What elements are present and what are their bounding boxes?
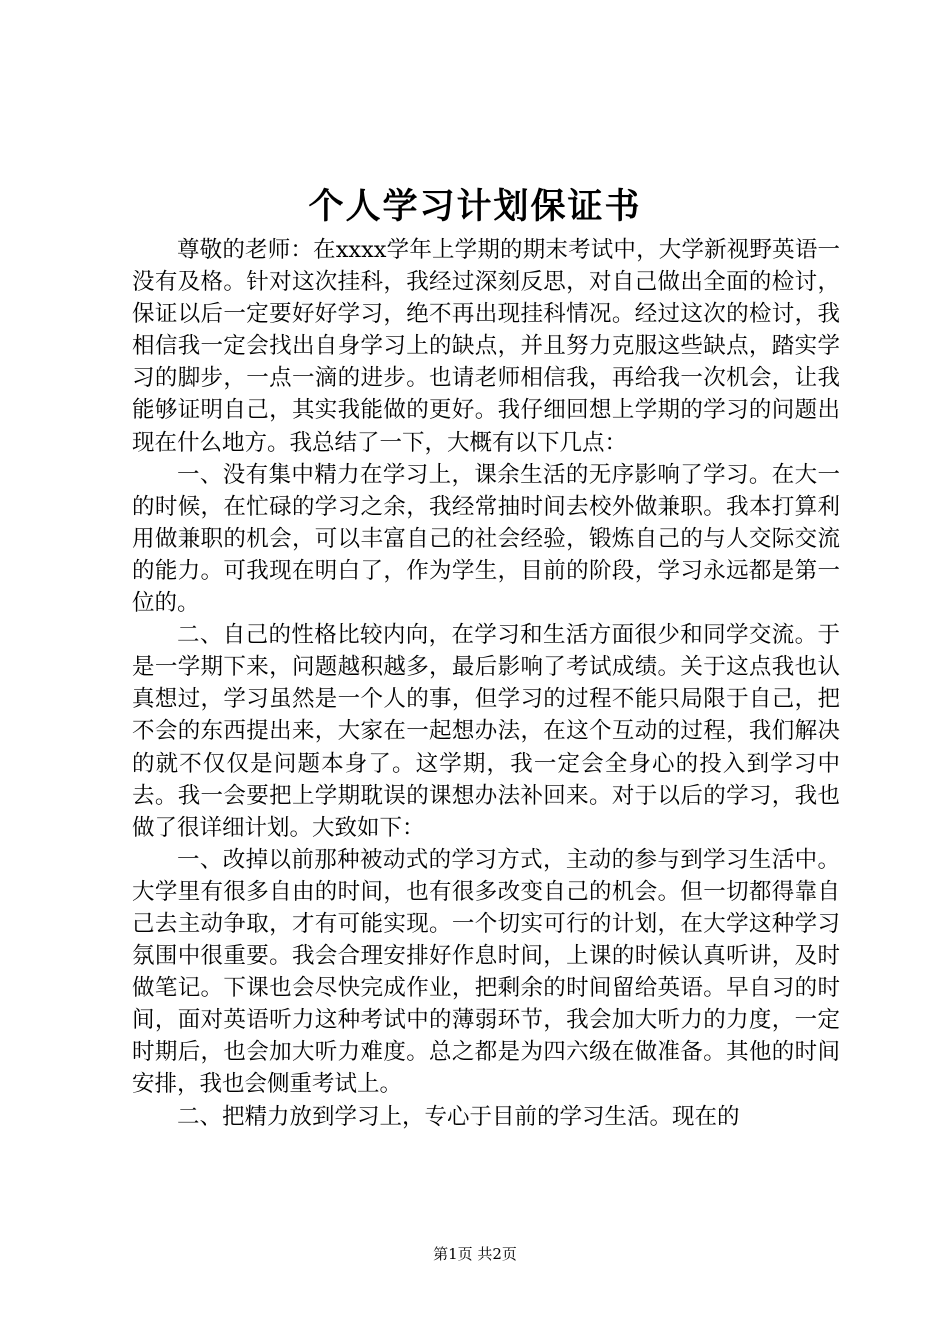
paragraph-salutation: 尊敬的老师：在xxxx学年上学期的期末考试中，大学新视野英语一没有及格。针对这次挂科，我经过深刻反思，对自己做出全面的检讨，保证以后一定要好好学习，绝不再出现挂科情况。经过这次的检讨，我相信我一定会找出自身学习上的缺点，并且努力克服这些缺点，踏实学习的脚步，一点一滴的进步。也请老师相信我，再给我一次机会，让我能够证明自己，其实我能做的更好。我仔细回想上学期的学习的问题出现在什么地方。我总结了一下，大概有以下几点：	[132, 237, 840, 456]
document-title: 个人学习计划保证书	[308, 186, 642, 227]
paragraph-plan-2: 二、把精力放到学习上，专心于目前的学习生活。现在的	[177, 1103, 740, 1130]
paragraph-reason-1: 一、没有集中精力在学习上，课余生活的无序影响了学习。在大一的时候，在忙碌的学习之余，我经常抽时间去校外做兼职。我本打算利用做兼职的机会，可以丰富自己的社会经验，锻炼自己的与人交际交流的能力。可我现在明白了，作为学生，目前的阶段，学习永远都是第一位的。	[132, 461, 840, 617]
document-body	[132, 234, 840, 1133]
paragraph-plan-1: 一、改掉以前那种被动式的学习方式，主动的参与到学习生活中。大学里有很多自由的时间，也有很多改变自己的机会。但一切都得靠自己去主动争取，才有可能实现。一个切实可行的计划，在大学这种学习氛围中很重要。我会合理安排好作息时间，上课的时候认真听讲，及时做笔记。下课也会尽快完成作业，把剩余的时间留给英语。早自习的时间，面对英语听力这种考试中的薄弱环节，我会加大听力的力度，一定时期后，也会加大听力难度。总之都是为四六级在做准备。其他的时间安排，我也会侧重考试上。	[132, 846, 840, 1098]
paragraph-reason-2: 二、自己的性格比较内向，在学习和生活方面很少和同学交流。于是一学期下来，问题越积越多，最后影响了考试成绩。关于这点我也认真想过，学习虽然是一个人的事，但学习的过程不能只局限于自己，把不会的东西提出来，大家在一起想办法，在这个互动的过程，我们解决的就不仅仅是问题本身了。这学期，我一定会全身心的投入到学习中去。我一会要把上学期耽误的课想办法补回来。对于以后的学习，我也做了很详细计划。大致如下：	[132, 622, 840, 841]
page-number-footer: 第1页 共2页	[433, 1245, 517, 1263]
